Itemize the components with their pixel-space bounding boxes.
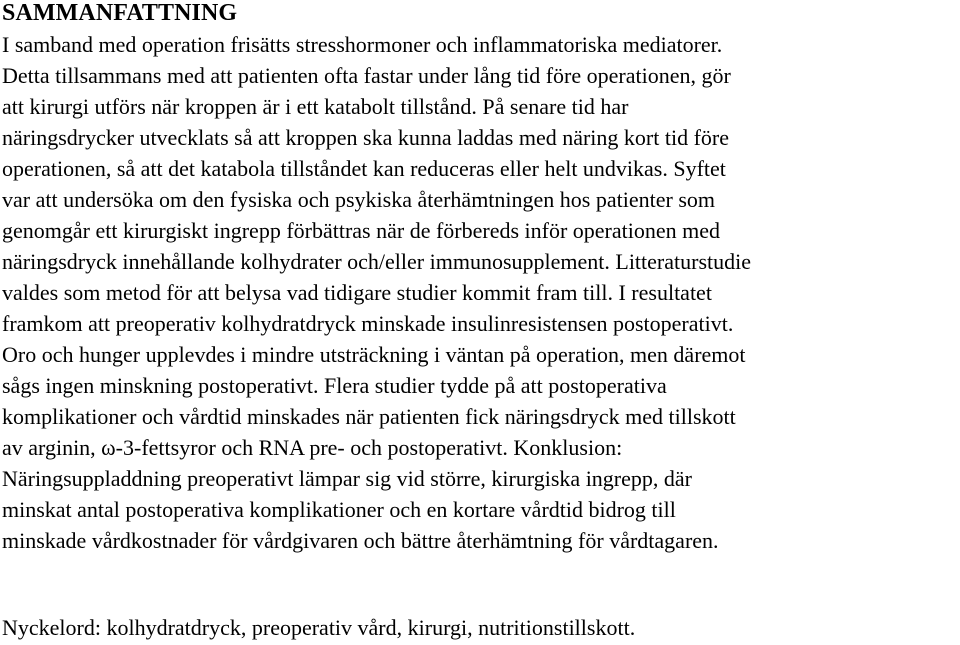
body-line: minskade vårdkostnader för vårdgivaren och bättre återhämtning för vårdtagaren. <box>2 528 719 553</box>
body-line: Näringsuppladdning preoperativt lämpar sig vid större, kirurgiska ingrepp, där <box>2 466 692 491</box>
body-line: valdes som metod för att belysa vad tidigare studier kommit fram till. I resultatet <box>2 280 712 305</box>
section-heading: SAMMANFATTNING <box>2 0 238 26</box>
body-line: att kirurgi utförs när kroppen är i ett katabolt tillstånd. På senare tid har <box>2 94 629 119</box>
body-line: sågs ingen minskning postoperativt. Flera studier tydde på att postoperativa <box>2 373 667 398</box>
body-line: genomgår ett kirurgiskt ingrepp förbättras när de förbereds inför operationen med <box>2 218 721 243</box>
body-line: framkom att preoperativ kolhydratdryck minskade insulinresistensen postoperativt. <box>2 311 734 336</box>
body-line: Detta tillsammans med att patienten ofta fastar under lång tid före operationen, gör <box>2 63 731 88</box>
body-line: minskat antal postoperativa komplikationer och en kortare vårdtid bidrog till <box>2 497 676 522</box>
body-line: I samband med operation frisätts stresshormoner och inflammatoriska mediatorer. <box>2 32 723 57</box>
body-line: var att undersöka om den fysiska och psykiska återhämtningen hos patienter som <box>2 187 715 212</box>
abstract-body <box>2 26 960 556</box>
body-line: av arginin, ω-3-fettsyror och RNA pre- och postoperativt. Konklusion: <box>2 435 623 460</box>
body-line: näringsdryck innehållande kolhydrater och/eller immunosupplement. Litteraturstudie <box>2 249 751 274</box>
body-line: operationen, så att det katabola tillståndet kan reduceras eller helt undvikas. Syftet <box>2 156 726 181</box>
body-line: näringsdrycker utvecklats så att kroppen ska kunna laddas med näring kort tid före <box>2 125 729 150</box>
body-line: Oro och hunger upplevdes i mindre utsträckning i väntan på operation, men däremot <box>2 342 746 367</box>
keywords-line: Nyckelord: kolhydratdryck, preoperativ vård, kirurgi, nutritionstillskott. <box>2 615 636 640</box>
body-line: komplikationer och vårdtid minskades när patienten fick näringsdryck med tillskott <box>2 404 736 429</box>
